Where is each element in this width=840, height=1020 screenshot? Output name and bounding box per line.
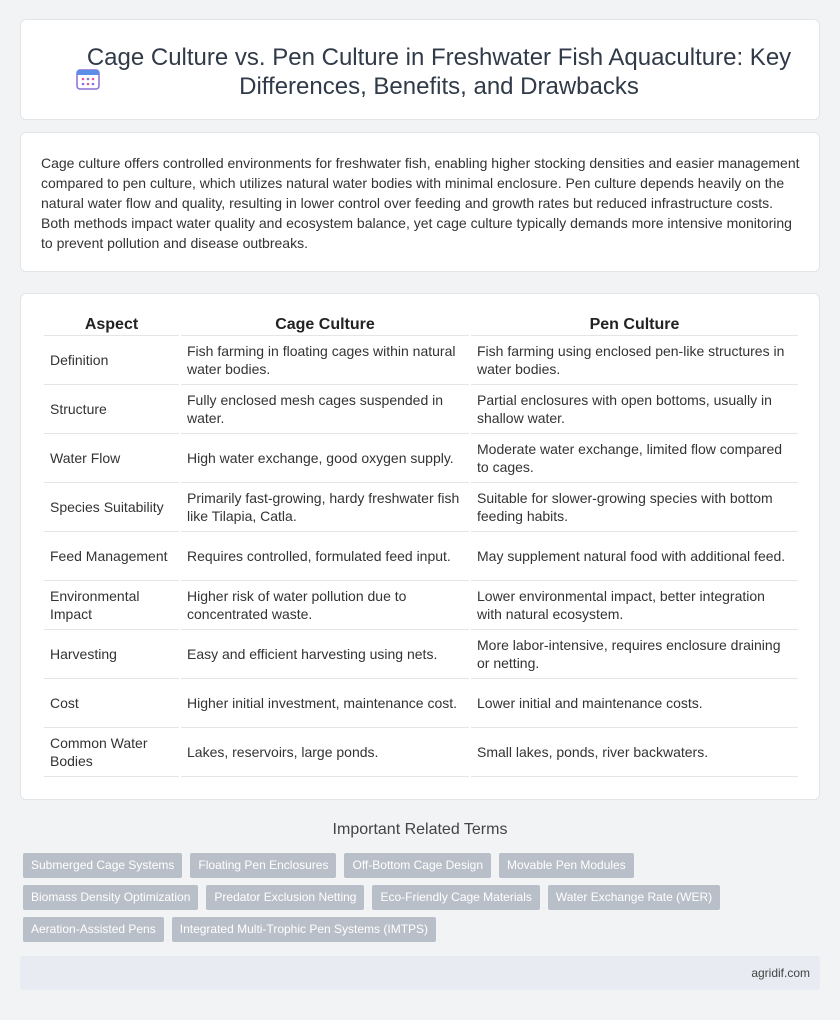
pen-cell: May supplement natural food with additional feed. [471,532,798,581]
aspect-cell: Cost [44,679,179,728]
page-title: Cage Culture vs. Pen Culture in Freshwater Fish Aquaculture: Key Differences, Benefits, and Drawbacks [86,44,792,100]
aspect-cell: Definition [44,336,179,385]
aspect-cell: Water Flow [44,434,179,483]
cage-cell: Primarily fast-growing, hardy freshwater fish like Tilapia, Catla. [181,483,469,532]
cage-cell: Fish farming in floating cages within natural water bodies. [181,336,469,385]
cage-cell: Fully enclosed mesh cages suspended in water. [181,385,469,434]
cage-cell: High water exchange, good oxygen supply. [181,434,469,483]
related-term-tag[interactable]: Integrated Multi-Trophic Pen Systems (IMTPS) [172,917,436,942]
pen-cell: Moderate water exchange, limited flow compared to cages. [471,434,798,483]
related-term-tag[interactable]: Biomass Density Optimization [23,885,198,910]
table-header-row [44,314,798,336]
pen-cell: Fish farming using enclosed pen-like structures in water bodies. [471,336,798,385]
related-term-tag[interactable]: Predator Exclusion Netting [206,885,364,910]
related-term-tag[interactable]: Floating Pen Enclosures [190,853,336,878]
table-row [44,581,798,630]
footer [20,956,820,990]
aspect-cell: Structure [44,385,179,434]
related-terms-heading: Important Related Terms [332,821,508,838]
related-term-tag[interactable]: Water Exchange Rate (WER) [548,885,720,910]
cage-cell: Higher initial investment, maintenance cost. [181,679,469,728]
pen-cell: Lower environmental impact, better integration with natural ecosystem. [471,581,798,630]
related-term-tag[interactable]: Off-Bottom Cage Design [344,853,491,878]
aspect-cell: Common Water Bodies [44,728,179,777]
header-pen-culture: Pen Culture [471,314,798,336]
table-row [44,679,798,728]
pen-cell: Partial enclosures with open bottoms, usually in shallow water. [471,385,798,434]
table-row [44,532,798,581]
cage-cell: Lakes, reservoirs, large ponds. [181,728,469,777]
header-cage-culture: Cage Culture [181,314,469,336]
table-row [44,434,798,483]
intro-card [20,132,820,272]
table-row [44,728,798,777]
table-row [44,630,798,679]
pen-cell: More labor-intensive, requires enclosure draining or netting. [471,630,798,679]
related-term-tag[interactable]: Movable Pen Modules [499,853,634,878]
comparison-card [20,293,820,800]
aspect-cell: Species Suitability [44,483,179,532]
table-row [44,336,798,385]
table-row [44,483,798,532]
pen-cell: Suitable for slower-growing species with bottom feeding habits. [471,483,798,532]
intro-paragraph: Cage culture offers controlled environments for freshwater fish, enabling higher stocking densities and easier management compared to pen culture, which utilizes natural water bodies with minimal enclosure. Pen culture depends heavily on the natural water flow and quality, resulting in lower control over feeding and growth rates but reduced infrastructure costs. Both methods impact water quality and ecosystem balance, yet cage culture typically demands more intensive monitoring to prevent pollution and disease outbreaks. [41,155,800,251]
related-terms-list [23,853,813,949]
aspect-cell: Harvesting [44,630,179,679]
related-term-tag[interactable]: Eco-Friendly Cage Materials [372,885,539,910]
related-term-tag[interactable]: Submerged Cage Systems [23,853,182,878]
cage-cell: Requires controlled, formulated feed input. [181,532,469,581]
comparison-table [42,314,800,777]
cage-cell: Easy and efficient harvesting using nets. [181,630,469,679]
footer-site-link[interactable]: agridif.com [751,966,810,980]
header-aspect: Aspect [44,314,179,336]
aspect-cell: Environmental Impact [44,581,179,630]
related-term-tag[interactable]: Aeration-Assisted Pens [23,917,164,942]
cage-cell: Higher risk of water pollution due to concentrated waste. [181,581,469,630]
pen-cell: Small lakes, ponds, river backwaters. [471,728,798,777]
pen-cell: Lower initial and maintenance costs. [471,679,798,728]
aspect-cell: Feed Management [44,532,179,581]
table-row [44,385,798,434]
